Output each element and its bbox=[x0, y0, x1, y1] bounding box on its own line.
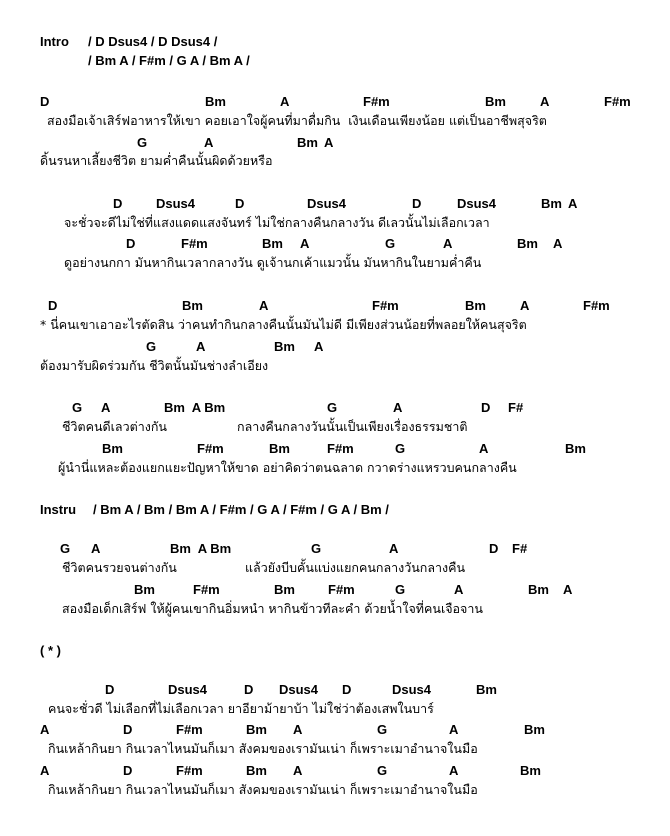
chord: G bbox=[60, 541, 71, 556]
lyric-line: ผู้นำนี่แหละต้องแยกแยะปัญหาให้ขาด อย่าคิดว่าตนฉลาด กวาดร่างแหรวบคนกลางคืน bbox=[58, 460, 517, 475]
lyric-line: จะชั่วจะดีไม่ใช่ที่แสงแดดแสงจันทร์ ไม่ใช่กลางคืนกลางวัน ดีเลวนั้นไม่เลือกเวลา bbox=[64, 215, 490, 230]
chord: G bbox=[72, 400, 83, 415]
chord: Bm bbox=[262, 236, 283, 251]
chord: F#m bbox=[176, 722, 203, 737]
intro-line-1: / D Dsus4 / D Dsus4 / bbox=[88, 34, 218, 49]
chord: Bm bbox=[565, 441, 586, 456]
intro-label: Intro bbox=[40, 34, 69, 49]
lyric-line: * นี่คนเขาเอาอะไรตัดสิน ว่าคนทำกินกลางคืนนั้นมันไม่ดี มีเพียงส่วนน้อยที่พลอยให้คนสุจริต bbox=[40, 317, 527, 332]
chord: D bbox=[126, 236, 136, 251]
chord: F#m bbox=[372, 298, 399, 313]
chord: A bbox=[563, 582, 573, 597]
chord: Dsus4 bbox=[156, 196, 196, 211]
lyric-line: แล้วยังบีบคั้นแบ่งแยกคนกลางวันกลางคืน bbox=[245, 560, 466, 575]
chord: Dsus4 bbox=[392, 682, 432, 697]
chord: F#m bbox=[583, 298, 610, 313]
chord: A bbox=[479, 441, 489, 456]
chord: D bbox=[244, 682, 254, 697]
chord: D bbox=[105, 682, 115, 697]
chord: D bbox=[40, 94, 50, 109]
chord: Bm bbox=[528, 582, 549, 597]
chord: Bm A Bm bbox=[170, 541, 232, 556]
chord: G bbox=[146, 339, 157, 354]
chord: F#m bbox=[197, 441, 224, 456]
chord: Bm bbox=[205, 94, 226, 109]
chord: Bm bbox=[269, 441, 290, 456]
lyric-line: ชีวิตคนดีเลวต่างกัน bbox=[62, 419, 167, 434]
chord: A bbox=[449, 763, 459, 778]
chord: G bbox=[395, 582, 406, 597]
chord: F# bbox=[512, 541, 528, 556]
chord: G bbox=[311, 541, 322, 556]
intro-line-2: / Bm A / F#m / G A / Bm A / bbox=[88, 53, 250, 68]
lyric-line: กินเหล้ากินยา กินเวลาไหนมันก็เมา สังคมของเรามันเน่า ก็เพราะเมาอำนาจในมือ bbox=[48, 741, 478, 756]
chord: D bbox=[123, 763, 133, 778]
chord: Bm bbox=[102, 441, 123, 456]
lyric-line: ต้องมารับผิดร่วมกัน ชีวิตนั้นมันช่างลำเอียง bbox=[40, 358, 269, 373]
lyric-line: สองมือเจ้าเสิร์ฟอาหารให้เขา คอยเอาใจผู้คนที่มาดื่มกิน เงินเดือนเพียงน้อย แต่เป็นอาชีพสุจริต bbox=[47, 113, 547, 128]
chord: A bbox=[443, 236, 453, 251]
chord: A bbox=[280, 94, 290, 109]
chord: A bbox=[324, 135, 334, 150]
lyric-line: กินเหล้ากินยา กินเวลาไหนมันก็เมา สังคมของเรามันเน่า ก็เพราะเมาอำนาจในมือ bbox=[48, 782, 478, 797]
chord: Bm bbox=[182, 298, 203, 313]
repeat-marker: ( * ) bbox=[40, 643, 61, 658]
chord: A bbox=[196, 339, 206, 354]
chord: A bbox=[259, 298, 269, 313]
chord: D bbox=[123, 722, 133, 737]
chord: Bm A Bm bbox=[164, 400, 226, 415]
chord: Bm bbox=[524, 722, 545, 737]
chord: Dsus4 bbox=[307, 196, 347, 211]
instru-line: / Bm A / Bm / Bm A / F#m / G A / F#m / G A / Bm / bbox=[93, 502, 389, 517]
chord: Bm bbox=[274, 339, 295, 354]
chord: A bbox=[40, 722, 50, 737]
lyric-line: ชีวิตคนรวยจนต่างกัน bbox=[62, 560, 177, 575]
chord: A bbox=[300, 236, 310, 251]
chord: G bbox=[377, 763, 388, 778]
chord: G bbox=[385, 236, 396, 251]
lyric-line: กลางคืนกลางวันนั้นเป็นเพียงเรื่องธรรมชาติ bbox=[237, 419, 468, 434]
chord: A bbox=[91, 541, 101, 556]
chord: F#m bbox=[328, 582, 355, 597]
chord: D bbox=[235, 196, 245, 211]
chord: A bbox=[101, 400, 111, 415]
instru-label: Instru bbox=[40, 502, 77, 517]
chord: G bbox=[327, 400, 338, 415]
chord: D bbox=[489, 541, 499, 556]
chord: F#m bbox=[604, 94, 631, 109]
chord: G bbox=[395, 441, 406, 456]
chord: A bbox=[314, 339, 324, 354]
chord: G bbox=[377, 722, 388, 737]
chord: A bbox=[204, 135, 214, 150]
chord: G bbox=[137, 135, 148, 150]
chord: Bm bbox=[520, 763, 541, 778]
chord: Bm bbox=[476, 682, 497, 697]
chord: Bm bbox=[246, 722, 267, 737]
chord: Bm bbox=[297, 135, 318, 150]
chord: A bbox=[293, 722, 303, 737]
chord: A bbox=[389, 541, 399, 556]
chord: A bbox=[393, 400, 403, 415]
lyric-line: สองมือเด็กเสิร์ฟ ให้ผู้คนเขากินอิ่มหนำ หากินข้าวทีละคำ ด้วยน้ำใจที่คนเจือจาน bbox=[62, 601, 483, 616]
chord: Bm bbox=[485, 94, 506, 109]
chord: Dsus4 bbox=[457, 196, 497, 211]
chord: Bm bbox=[541, 196, 562, 211]
chord: Dsus4 bbox=[279, 682, 319, 697]
chord: A bbox=[293, 763, 303, 778]
chord: F#m bbox=[363, 94, 390, 109]
chord: D bbox=[412, 196, 422, 211]
lyric-line: คนจะชั่วดี ไม่เลือกที่ไม่เลือกเวลา ยาอียาม้ายาบ้า ไม่ใช่ว่าต้องเสพในบาร์ bbox=[48, 701, 434, 716]
chord: Bm bbox=[517, 236, 538, 251]
chord: Dsus4 bbox=[168, 682, 208, 697]
chord: A bbox=[449, 722, 459, 737]
chord: A bbox=[40, 763, 50, 778]
chord: D bbox=[113, 196, 123, 211]
chord: F#m bbox=[181, 236, 208, 251]
chord: F#m bbox=[176, 763, 203, 778]
chord: A bbox=[454, 582, 464, 597]
chord: Bm bbox=[465, 298, 486, 313]
chord: F# bbox=[508, 400, 524, 415]
chord: Bm bbox=[134, 582, 155, 597]
chord: D bbox=[48, 298, 58, 313]
chord: Bm bbox=[274, 582, 295, 597]
chord: A bbox=[553, 236, 563, 251]
chord: F#m bbox=[193, 582, 220, 597]
chord: A bbox=[568, 196, 578, 211]
chord: A bbox=[540, 94, 550, 109]
chord: F#m bbox=[327, 441, 354, 456]
lyric-line: ดูอย่างนกกา มันหากินเวลากลางวัน ดูเจ้านกเค้าแมวนั้น มันหากินในยามค่ำคืน bbox=[64, 255, 482, 270]
chord: D bbox=[342, 682, 352, 697]
chord: Bm bbox=[246, 763, 267, 778]
chord: A bbox=[520, 298, 530, 313]
chord: D bbox=[481, 400, 491, 415]
lyric-line: ดิ้นรนหาเลี้ยงชีวิต ยามค่ำคืนนั้นผิดด้วยหรือ bbox=[40, 153, 273, 168]
